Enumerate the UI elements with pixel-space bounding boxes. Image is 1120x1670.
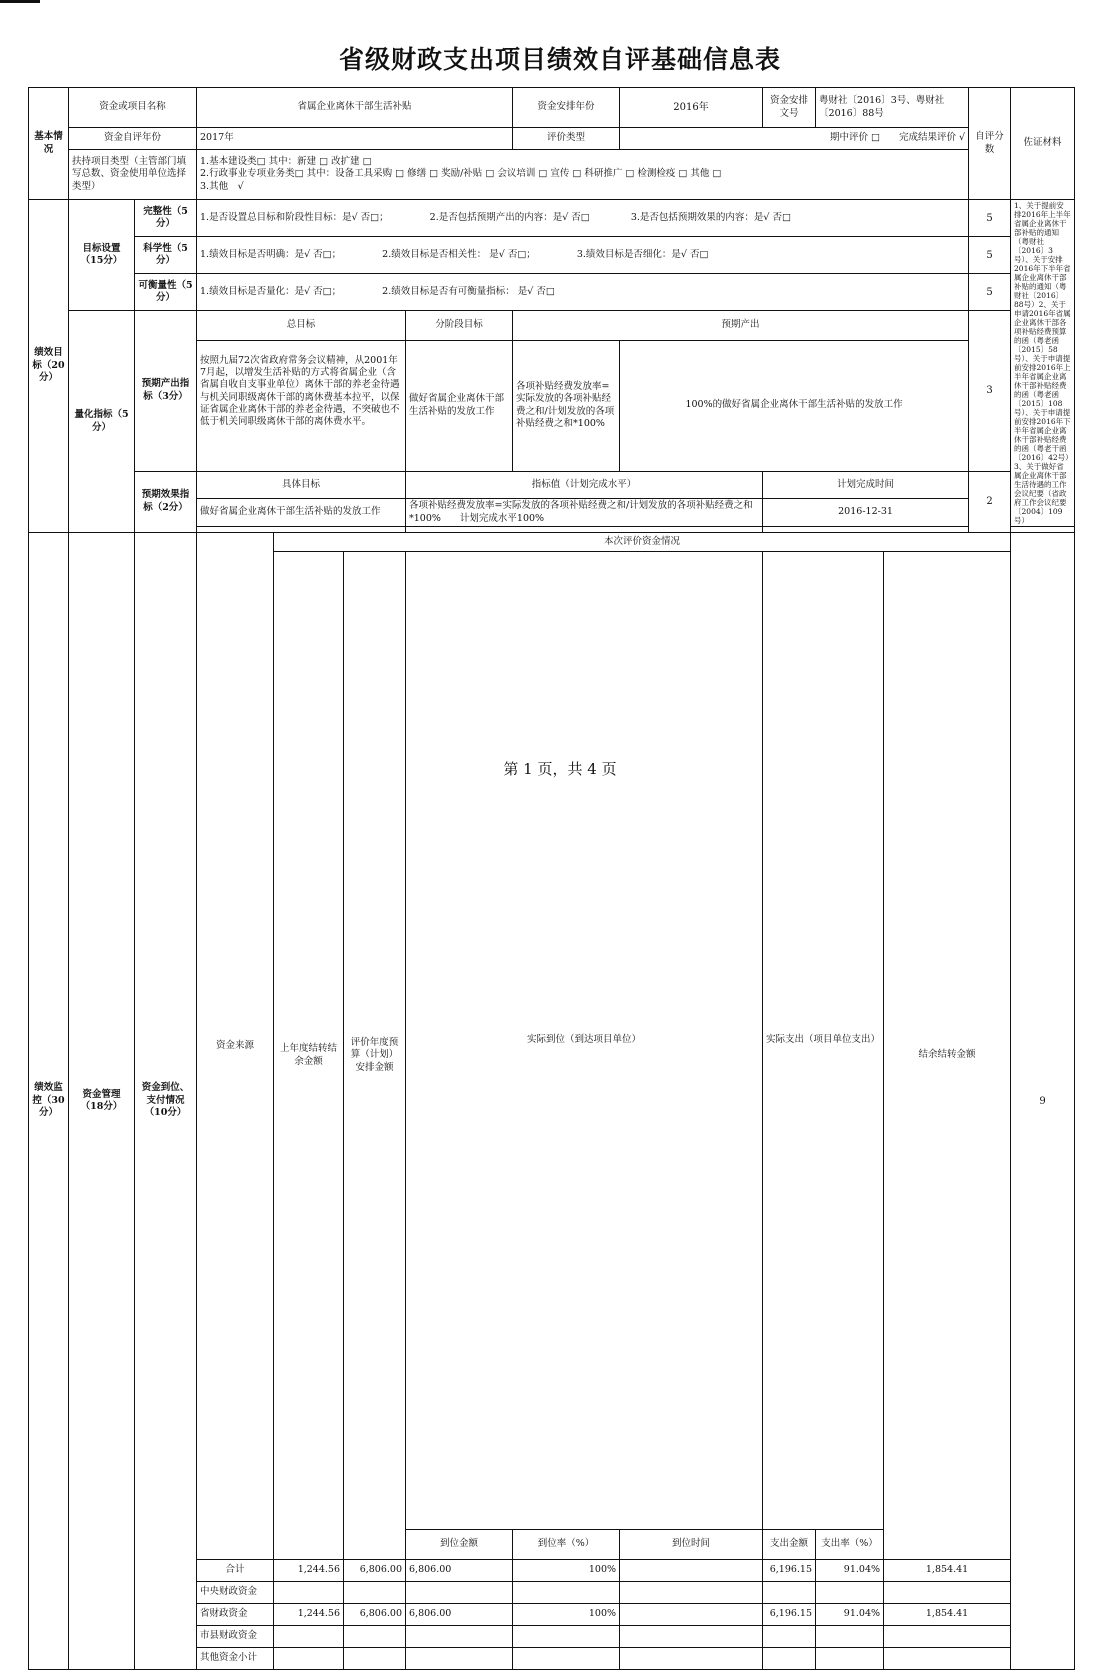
arrival-amount-header: 到位金额 — [406, 1530, 513, 1560]
support-type-line-3: 3.其他 √ — [200, 180, 244, 192]
remaining-cell: 1,854.41 — [884, 1604, 1011, 1626]
fund-source-cell: 其他资金小计 — [197, 1648, 274, 1670]
table-row — [29, 150, 1075, 200]
completeness-item-2: 2.是否包括预期产出的内容：是√ 否□ — [429, 211, 590, 223]
perf-monitor-section-label: 绩效监控（30分） — [29, 533, 69, 1670]
effect-score: 2 — [969, 471, 1011, 532]
science-item-2: 2.绩效目标是否相关性： 是√ 否□； — [382, 248, 536, 260]
arrival-rate-cell — [513, 1626, 620, 1648]
remaining-cell — [884, 1626, 1011, 1648]
page-footer: 第 1 页，共 4 页 — [503, 760, 617, 778]
target-setting-label: 目标设置（15分） — [69, 200, 135, 311]
support-type-options — [197, 150, 969, 200]
arrival-rate-cell: 100% — [513, 1560, 620, 1582]
monitor-score: 9 — [1011, 533, 1075, 1670]
payment-amount-cell — [763, 1582, 816, 1604]
support-type-line-2: 2.行政事业专项业务类□ 其中：设备工具采购 □ 修缮 □ 奖励/补贴 □ 会议培训 □ 宣传 □ 科研推广 □ 检测检疫 □ 其他 □ — [200, 168, 722, 180]
evidence-materials-1: 1、关于提前安排2016年上半年省属企业离休干部补贴的通知（粤财社〔2016〕3号）、关于安排2016年下半年省属企业离休干部补贴的通知（粤财社〔2016〕88号）2、关于申请2016年省属企业离休干部各项补贴经费预算的函（粤老函〔2015〕58号）、关于申请提前安排2016年上半年省属企业离休干部补贴经费的函（粤老函〔2015〕108号）、关于申请提前安排2016年下半年省属企业离休干部补贴经费的函（粤老干函〔2016〕42号）3、关于做好省属企业离休干部生活待遇的工作会议纪要（省政府工作会议纪要〔2004〕109号） — [1011, 200, 1075, 527]
arrival-amount-cell — [406, 1626, 513, 1648]
arrival-rate-header: 到位率（%） — [513, 1530, 620, 1560]
fund-source-cell: 省财政资金 — [197, 1604, 274, 1626]
table-row — [29, 311, 1075, 341]
payment-rate-cell — [816, 1648, 884, 1670]
science-item-3: 3.绩效目标是否细化：是√ 否□ — [576, 248, 709, 260]
self-score-label: 自评分数 — [969, 88, 1011, 200]
remaining-header: 结余结转金额 — [884, 552, 1011, 1560]
measurable-item-2: 2.绩效目标是否有可衡量指标： 是√ 否□ — [382, 285, 555, 297]
science-items — [197, 237, 969, 274]
carryover-cell: 1,244.56 — [274, 1604, 344, 1626]
expected-output-header: 预期产出 — [513, 311, 969, 341]
completeness-label: 完整性（5分） — [135, 200, 197, 237]
carryover-cell — [274, 1626, 344, 1648]
effect-value-text: 各项补贴经费发放率=实际发放的各项补贴经费之和/计划发放的各项补贴经费之和*100% 计划完成水平100% — [406, 499, 763, 527]
table-row — [29, 200, 1075, 237]
eval-year-value: 2017年 — [197, 128, 513, 150]
output-value-text: 100%的做好省属企业离休干部生活补贴的发放工作 — [620, 340, 969, 471]
perf-target-section-label: 绩效目标（20分） — [29, 200, 69, 533]
evidence-label: 佐证材料 — [1011, 88, 1075, 200]
arrival-amount-cell — [406, 1582, 513, 1604]
arrival-time-header: 到位时间 — [620, 1530, 763, 1560]
payment-rate-cell: 91.04% — [816, 1560, 884, 1582]
completeness-item-3: 3.是否包括预期效果的内容：是√ 否□ — [630, 211, 791, 223]
specific-goal-header: 具体目标 — [197, 471, 406, 499]
actual-payment-header: 实际支出（项目单位支出） — [763, 552, 884, 1530]
page-title: 省级财政支出项目绩效自评基础信息表 — [338, 45, 781, 74]
scan-top-edge-line — [0, 0, 40, 3]
table-row — [29, 471, 1075, 499]
fund-source-cell: 合计 — [197, 1560, 274, 1582]
budget-cell — [344, 1626, 406, 1648]
output-score: 3 — [969, 311, 1011, 472]
project-name-value: 省属企业离休干部生活补贴 — [197, 88, 513, 128]
indicator-value-header: 指标值（计划完成水平） — [406, 471, 763, 499]
effect-goal-text: 做好省属企业离休干部生活补贴的发放工作 — [197, 499, 406, 527]
eval-year-budget-header: 评价年度预算（计划）安排金额 — [344, 552, 406, 1560]
arrival-rate-cell — [513, 1582, 620, 1604]
science-item-1: 1.绩效目标是否明确：是√ 否□； — [200, 248, 342, 260]
eval-type-label: 评价类型 — [513, 128, 620, 150]
table-row — [29, 88, 1075, 128]
completeness-item-1: 1.是否设置总目标和阶段性目标：是√ 否□； — [200, 211, 389, 223]
support-type-line-1: 1.基本建设类□ 其中：新建 □ 改扩建 □ — [200, 155, 372, 167]
eval-fund-header: 本次评价资金情况 — [274, 533, 1011, 552]
budget-cell: 6,806.00 — [344, 1560, 406, 1582]
carryover-cell — [274, 1648, 344, 1670]
arrival-time-cell — [620, 1604, 763, 1626]
table-row — [29, 128, 1075, 150]
fund-mgmt-label: 资金管理（18分） — [69, 533, 135, 1670]
effect-time-text: 2016-12-31 — [763, 499, 969, 527]
arrival-amount-cell: 6,806.00 — [406, 1604, 513, 1626]
completeness-items — [197, 200, 969, 237]
arrival-amount-cell: 6,806.00 — [406, 1560, 513, 1582]
doc-number: 粤财社〔2016〕3号、粤财社〔2016〕88号 — [816, 88, 969, 128]
quant-indicator-label: 量化指标（5分） — [69, 311, 135, 533]
carryover-cell: 1,244.56 — [274, 1560, 344, 1582]
carryover-cell — [274, 1582, 344, 1604]
remaining-cell — [884, 1582, 1011, 1604]
payment-rate-cell — [816, 1582, 884, 1604]
overall-goal-text: 按照九届72次省政府常务会议精神，从2001年7月起，以增发生活补贴的方式将省属企业（含省属自收自支事业单位）离休干部的养老金待遇与机关同职级离休干部的离休费基本拉平，以保证省属企业离休干部的养老金待遇，不突破也不低于机关同职级离休干部的离休费水平。 — [197, 340, 406, 471]
budget-cell — [344, 1648, 406, 1670]
basic-section-label: 基本情况 — [29, 88, 69, 200]
remaining-cell — [884, 1648, 1011, 1670]
measurable-item-1: 1.绩效目标是否量化：是√ 否□； — [200, 285, 342, 297]
fund-source-cell: 中央财政资金 — [197, 1582, 274, 1604]
arrival-rate-cell — [513, 1648, 620, 1670]
fund-source-header: 资金来源 — [197, 533, 274, 1560]
payment-rate-cell: 91.04% — [816, 1604, 884, 1626]
arrival-time-cell — [620, 1582, 763, 1604]
budget-cell — [344, 1582, 406, 1604]
output-indicator-text: 各项补贴经费发放率=实际发放的各项补贴经费之和/计划发放的各项补贴经费之和*100% — [513, 340, 620, 471]
payment-amount-cell — [763, 1648, 816, 1670]
payment-amount-header: 支出金额 — [763, 1530, 816, 1560]
output-indicator-label: 预期产出指标（3分） — [135, 311, 197, 472]
actual-arrival-header: 实际到位（到达项目单位） — [406, 552, 763, 1530]
info-table — [28, 87, 1075, 1670]
table-row — [29, 274, 1075, 311]
arrival-time-cell — [620, 1560, 763, 1582]
year-value: 2016年 — [620, 88, 763, 128]
doc-label: 资金安排文号 — [763, 88, 816, 128]
arrival-time-cell — [620, 1626, 763, 1648]
completeness-score: 5 — [969, 200, 1011, 237]
year-label: 资金安排年份 — [513, 88, 620, 128]
overall-goal-header: 总目标 — [197, 311, 406, 341]
plan-time-header: 计划完成时间 — [763, 471, 969, 499]
remaining-cell: 1,854.41 — [884, 1560, 1011, 1582]
payment-rate-cell — [816, 1626, 884, 1648]
measurable-score: 5 — [969, 274, 1011, 311]
payment-amount-cell: 6,196.15 — [763, 1560, 816, 1582]
science-label: 科学性（5分） — [135, 237, 197, 274]
table-row — [29, 533, 1075, 552]
payment-amount-cell: 6,196.15 — [763, 1604, 816, 1626]
payment-amount-cell — [763, 1626, 816, 1648]
stage-goal-header: 分阶段目标 — [406, 311, 513, 341]
eval-year-label: 资金自评年份 — [69, 128, 197, 150]
effect-indicator-label: 预期效果指标（2分） — [135, 471, 197, 532]
fund-arrival-label: 资金到位、支付情况（10分） — [135, 533, 197, 1670]
arrival-rate-cell: 100% — [513, 1604, 620, 1626]
arrival-time-cell — [620, 1648, 763, 1670]
carryover-header: 上年度结转结余金额 — [274, 552, 344, 1560]
measurable-items — [197, 274, 969, 311]
science-score: 5 — [969, 237, 1011, 274]
stage-goal-text: 做好省属企业离休干部生活补贴的发放工作 — [406, 340, 513, 471]
measurable-label: 可衡量性（5分） — [135, 274, 197, 311]
project-name-label: 资金或项目名称 — [69, 88, 197, 128]
eval-type-value: 期中评价 □ 完成结果评价 √ — [620, 128, 969, 150]
budget-cell: 6,806.00 — [344, 1604, 406, 1626]
table-row — [29, 237, 1075, 274]
payment-rate-header: 支出率（%） — [816, 1530, 884, 1560]
arrival-amount-cell — [406, 1648, 513, 1670]
support-type-label: 扶持项目类型（主管部门填写总数、资金使用单位选择类型） — [69, 150, 197, 200]
fund-source-cell: 市县财政资金 — [197, 1626, 274, 1648]
